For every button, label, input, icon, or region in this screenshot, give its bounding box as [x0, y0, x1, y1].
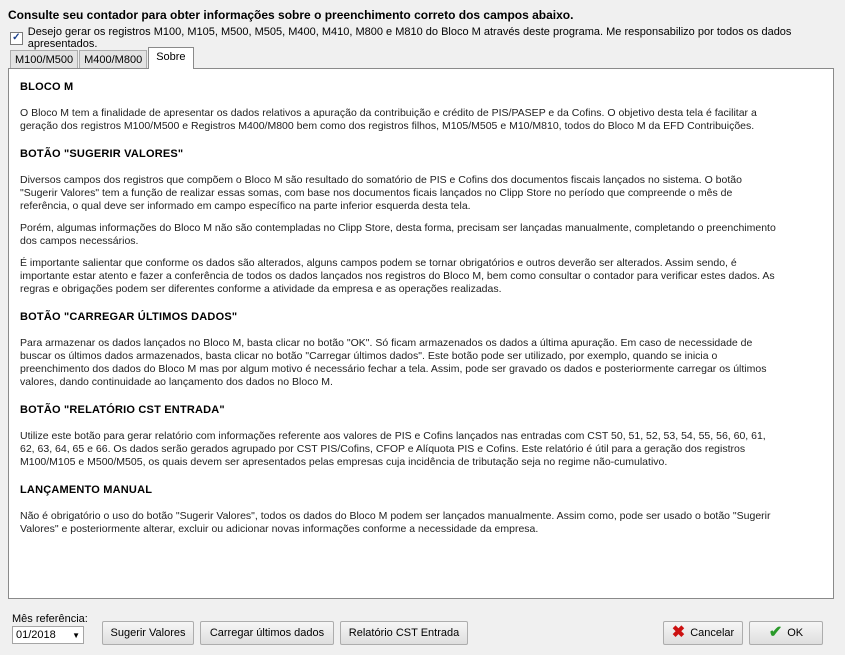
sugerir-valores-label: Sugerir Valores [110, 627, 186, 639]
mes-referencia-label: Mês referência: [12, 613, 88, 625]
section-paragraph: É importante salientar que conforme os dados são alterados, alguns campos podem se tornar obrigatórios e outros deverão ser alterados. Assim sendo, é importante estar atento e fazer a conferência de todos os dados lançados nos registros do Bloco M, bem como consultar o contador para verificar estes dados. As regras e obrigações podem ser diferentes conforme a atividade da empresa e as operações realizadas. [20, 257, 775, 295]
consent-label: Desejo gerar os registros M100, M105, M500, M505, M400, M410, M800 e M810 do Bloco M através deste programa. Me responsabilizo por todos os dados apresentados. [27, 26, 792, 50]
relatorio-cst-entrada-label: Relatório CST Entrada [348, 627, 460, 639]
section-heading: BOTÃO "CARREGAR ÚLTIMOS DADOS" [20, 311, 238, 323]
section-heading: BOTÃO "SUGERIR VALORES" [20, 148, 184, 160]
consent-row[interactable] [10, 26, 845, 50]
mes-referencia-select[interactable] [12, 626, 84, 644]
check-icon: ✔ [768, 624, 783, 641]
consent-checkbox[interactable]: ✓ [10, 32, 23, 45]
tab-strip [10, 48, 195, 69]
tab-m100-m500[interactable]: M100/M500 [10, 50, 78, 69]
cancel-button[interactable] [663, 621, 743, 645]
carregar-ultimos-dados-button[interactable] [200, 621, 334, 645]
ok-button[interactable] [749, 621, 823, 645]
section-paragraph: Porém, algumas informações do Bloco M não são contempladas no Clipp Store, desta forma, precisam ser lançadas manualmente, completando o preenchimento dos campos necessários. [20, 222, 776, 247]
relatorio-cst-entrada-button[interactable] [340, 621, 468, 645]
chevron-down-icon[interactable]: ▼ [72, 630, 80, 640]
ok-label: OK [787, 627, 804, 639]
section-heading: BLOCO M [20, 81, 74, 93]
sobre-panel [8, 68, 834, 599]
carregar-ultimos-dados-label: Carregar últimos dados [209, 627, 325, 639]
cancel-label: Cancelar [690, 627, 735, 639]
tab-m400-m800[interactable]: M400/M800 [79, 50, 147, 69]
tab-sobre[interactable]: Sobre [148, 47, 193, 69]
sugerir-valores-button[interactable] [102, 621, 194, 645]
section-paragraph: O Bloco M tem a finalidade de apresentar os dados relativos a apuração da contribuição e crédito de PIS/PASEP e da Cofins. O objetivo desta tela é facilitar a geração dos registros M100/M500 e Registros M400/M800 bem como dos registros filhos, M105/M505 e M10/M810, todos do Bloco M da EFD Contribuições. [20, 107, 757, 132]
section-heading: LANÇAMENTO MANUAL [20, 484, 153, 496]
section-paragraph: Não é obrigatório o uso do botão "Sugerir Valores", todos os dados do Bloco M podem ser lançados manualmente. Assim como, pode ser usado o botão "Sugerir Valores" e posteriormente alterar, excluir ou adicionar novas informações conforme a necessidade da empresa. [20, 510, 771, 535]
sobre-content [20, 81, 780, 545]
section-paragraph: Utilize este botão para gerar relatório com informações referente aos valores de PIS e Cofins lançados nas entradas com CST 50, 51, 52, 53, 54, 55, 56, 60, 61, 62, 63, 64, 65 e 66. Os dados serão gerados agrupado por CST PIS/Cofins, CFOP e Alíquota PIS e Cofins. Este relatório é útil para a geração dos registros M100/M105 e M500/M505, os quais devem ser apresentados pelas empresas cuja incidência de tributação seja no regime não-cumulativo. [20, 430, 766, 468]
header-title: Consulte seu contador para obter informações sobre o preenchimento correto dos campos abaixo. [8, 8, 574, 22]
close-x-icon: ✖ [671, 624, 686, 641]
mes-referencia-value: 01/2018 [16, 629, 56, 641]
section-paragraph: Para armazenar os dados lançados no Bloco M, basta clicar no botão "OK". Só ficam armazenados os dados a última apuração. Em caso de necessidade de buscar os últimos dados armazenados, basta clicar no botão "Carregar últimos dados". Este botão pode ser utilizado, por exemplo, quando se inicia o preenchimento dos dados do Bloco M mas por algum motivo é necessário fechar a tela. Assim, pode ser gravado os dados e posteriormente carregar os últimos valores, dando continuidade ao lançamento dos dados no Bloco M. [20, 337, 767, 388]
section-paragraph: Diversos campos dos registros que compõem o Bloco M são resultado do somatório de PIS e Cofins dos documentos fiscais lançados no sistema. O botão "Sugerir Valores" tem a função de realizar essas somas, com base nos documentos ficais lançados no Clipp Store no período que compreende o mês de referência, o qual deve ser informado em campo específico na parte inferior esquerda desta tela. [20, 174, 742, 212]
section-heading: BOTÃO "RELATÓRIO CST ENTRADA" [20, 404, 225, 416]
